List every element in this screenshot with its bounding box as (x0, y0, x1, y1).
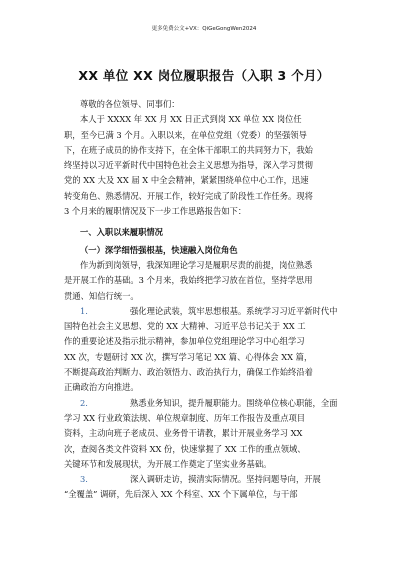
subsection-heading: （一）深学细悟强根基，快速融入岗位角色 (80, 244, 238, 255)
list-item-3 (64, 472, 354, 503)
paragraph-line: 职，至今已满 3 个月。入职以来，在单位党组（党委）的坚强领导 (64, 129, 307, 140)
paragraph-line: 国特色社会主义思想、党的 XX 大精神、习近平总书记关于 XX 工 (64, 321, 306, 332)
paragraph-line: 下，在班子成员的协作支持下，在全体干部职工的共同努力下，我始 (64, 144, 313, 155)
section-heading: 一、入职以来履职情况 (80, 227, 163, 238)
paragraph-line: 贯通、知信行统一。 (64, 290, 139, 301)
paragraph-line: 是开展工作的基础。3 个月来，我始终把学习放在首位，坚持学思用 (64, 275, 313, 286)
paragraph-line: 深入调研走访，摸清实际情况。坚持问题导向，开展 (130, 474, 321, 485)
subsection-paragraph (64, 258, 354, 304)
paragraph-line: 党的 XX 大及 XX 届 X 中全会精神，紧紧围绕单位中心工作，迅速 (64, 175, 309, 186)
paragraph-line: 终坚持以习近平新时代中国特色社会主义思想为指导，深入学习贯彻 (64, 160, 313, 171)
paragraph-line: 强化理论武装，筑牢思想根基。系统学习习近平新时代中 (130, 305, 338, 316)
document-body (64, 97, 354, 503)
paragraph-line: 3 个月来的履职情况及下一步工作思路报告如下： (64, 206, 247, 217)
paragraph-line: 作为新到岗领导，我深知理论学习是履职尽责的前提，岗位熟悉 (80, 259, 313, 270)
paragraph-line: 学习 XX 行业政策法规、单位规章制度、历年工作报告及重点项目 (64, 412, 306, 423)
list-item-1 (64, 304, 354, 396)
list-number: 3. (80, 474, 88, 485)
header-watermark: 更多免费公文+VX：QiGeGongWen2024 (151, 26, 257, 32)
paragraph-line: 作的重要论述及指示批示精神，参加单位党组理论学习中心组学习 (64, 336, 305, 347)
paragraph-line: 资料，主动向班子老成员、业务骨干请教，累计开展业务学习 XX (64, 428, 303, 439)
list-number: 1. (80, 305, 88, 316)
intro-paragraph (64, 112, 354, 219)
list-number: 2. (80, 397, 88, 408)
paragraph-line: 次，查阅各类文件资料 XX 份，快速掌握了 XX 工作的重点领域、 (64, 443, 306, 454)
paragraph-line: XX 次，专题研讨 XX 次，撰写学习笔记 XX 篇、心得体会 XX 篇， (64, 351, 313, 362)
paragraph-line: 本人于 XXXX 年 XX 月 XX 日正式到岗 XX 单位 XX 岗位任 (80, 114, 302, 125)
document-title: XX 单位 XX 岗位履职报告（入职 3 个月） (78, 68, 330, 83)
paragraph-line: 不断提高政治判断力、政治领悟力、政治执行力，确保工作始终沿着 (64, 367, 313, 378)
paragraph-line: 正确政治方向推进。 (64, 382, 139, 393)
paragraph-line: 熟悉业务知识，提升履职能力。围绕单位核心职能，全面 (130, 397, 338, 408)
paragraph-line: “全覆盖” 调研，先后深入 XX 个科室、XX 个下属单位，与干部 (64, 489, 298, 500)
salutation: 尊敬的各位领导、同事们： (80, 99, 180, 109)
paragraph-line: 转变角色、熟悉情况、开展工作，较好完成了阶段性工作任务。现将 (64, 190, 313, 201)
paragraph-line: 关键环节和发展现状，为开展工作奠定了坚实业务基础。 (64, 458, 272, 469)
list-item-2 (64, 396, 354, 472)
